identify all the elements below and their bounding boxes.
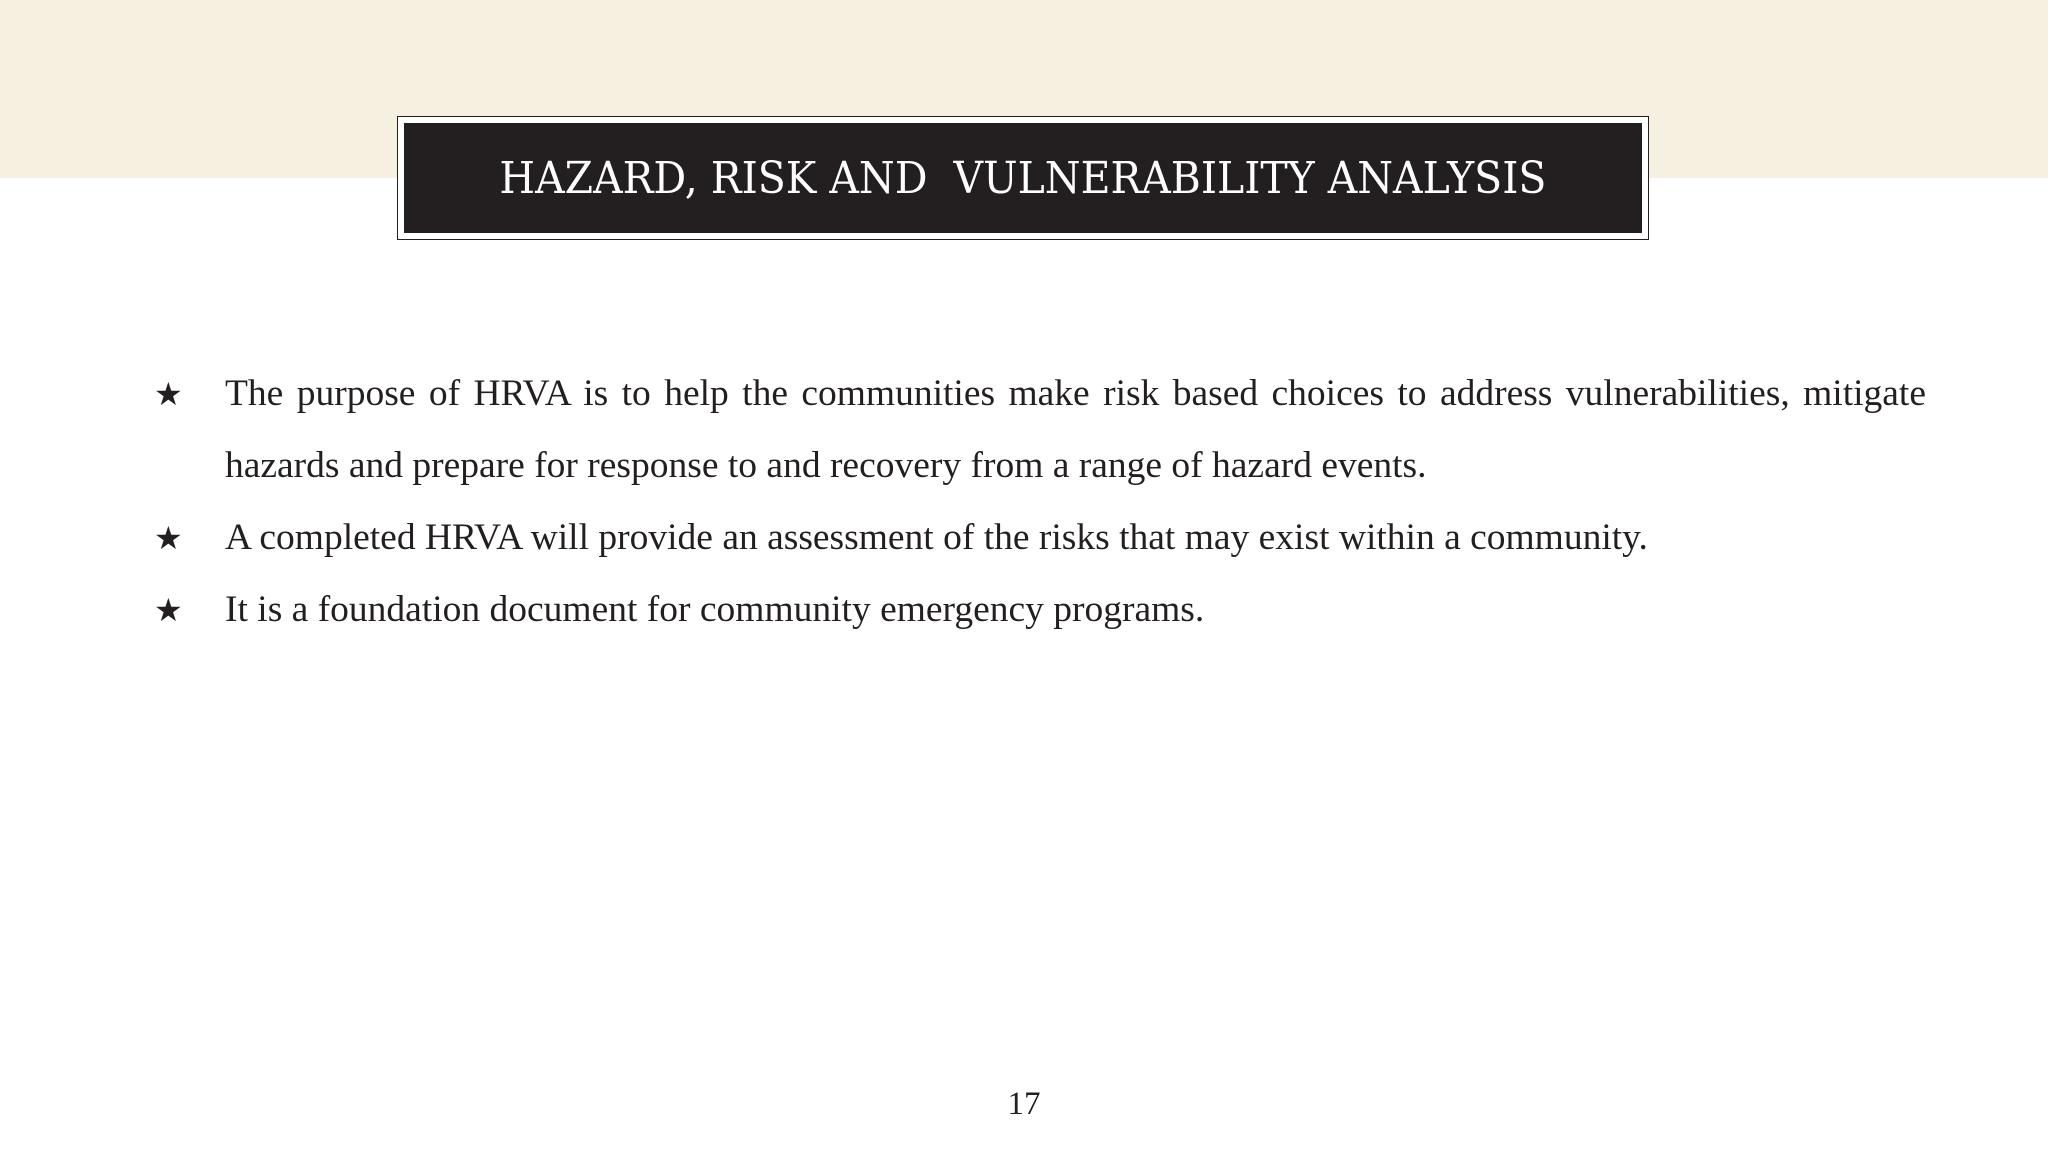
bullet-text: A completed HRVA will provide an assessment of the risks that may exist within a community. <box>225 517 1648 558</box>
star-icon: ★ <box>154 375 183 413</box>
star-icon: ★ <box>154 591 183 629</box>
bullet-text: The purpose of HRVA is to help the communities make risk based choices to address vulnerabilities, mitigate hazards and prepare for response to and recovery from a range of hazard events. <box>225 373 1926 486</box>
bullet-item <box>150 574 1926 646</box>
title-frame <box>397 116 1649 240</box>
title-box <box>404 123 1642 233</box>
bullet-list <box>150 358 1926 646</box>
bullet-text: It is a foundation document for community emergency programs. <box>225 589 1205 630</box>
star-icon: ★ <box>154 519 183 557</box>
bullet-item <box>150 358 1926 502</box>
page-number: 17 <box>1007 1086 1041 1122</box>
slide-title: HAZARD, RISK AND VULNERABILITY ANALYSIS <box>499 152 1547 204</box>
bullet-item <box>150 502 1926 574</box>
